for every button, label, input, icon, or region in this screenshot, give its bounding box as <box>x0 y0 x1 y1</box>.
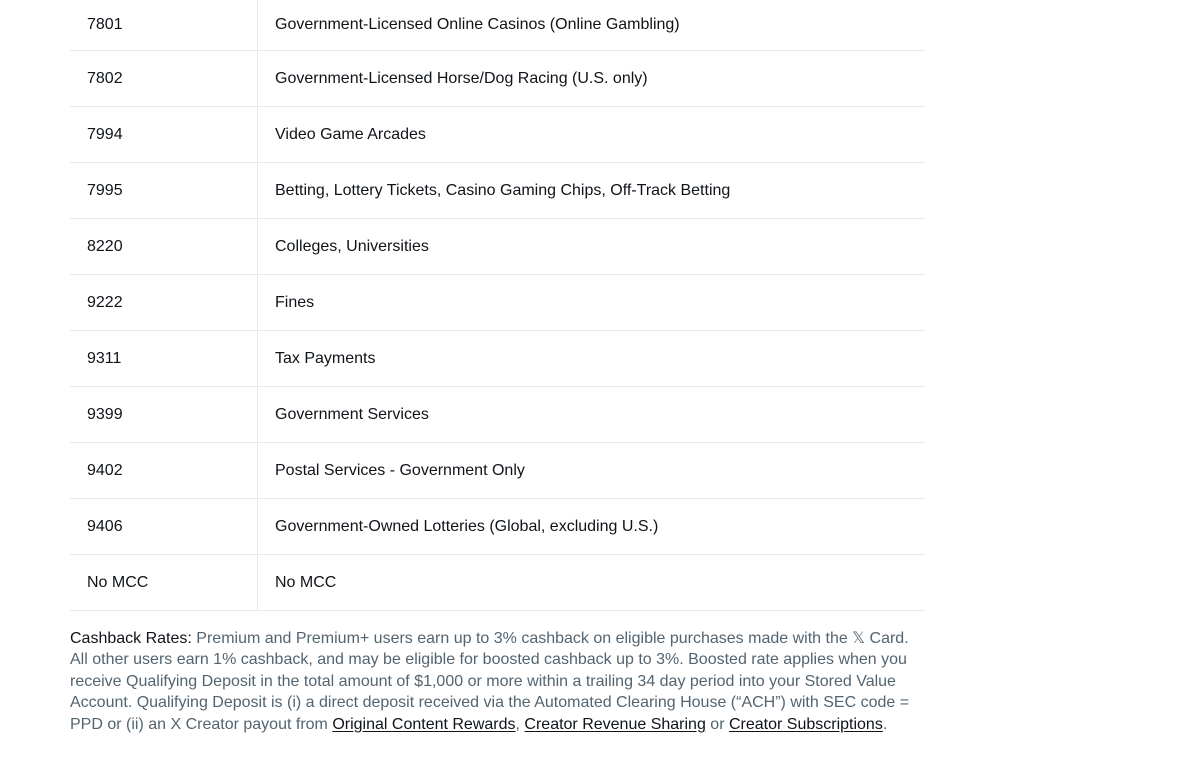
mcc-description-cell: Tax Payments <box>258 331 926 387</box>
page-content <box>70 0 925 751</box>
mcc-code-cell: 7994 <box>70 107 258 163</box>
mcc-code-cell: 9399 <box>70 387 258 443</box>
table-row <box>70 0 925 51</box>
creator-revenue-sharing-link[interactable]: Creator Revenue Sharing <box>524 715 706 733</box>
mcc-code-cell: 7995 <box>70 163 258 219</box>
mcc-code-cell: 8220 <box>70 219 258 275</box>
cashback-rates-note <box>70 628 925 735</box>
mcc-exclusions-table <box>70 0 925 611</box>
mcc-code-cell: 9402 <box>70 443 258 499</box>
table-row <box>70 555 925 611</box>
table-row <box>70 499 925 555</box>
mcc-code-cell: 7802 <box>70 51 258 107</box>
cashback-rates-body: Premium and Premium+ users earn up to 3% cashback on eligible purchases made with the 𝕏 Card. All other users earn 1% cashback, and may be eligible for boosted cashback up to 3%. Boosted rate applies when you receive Qualifying Deposit in the total amount of $1,000 or more within a trailing 34 day period into your Stored Value Account. Qualifying Deposit is (i) a direct deposit received via the Automated Clearing House (“ACH”) with SEC code = PPD or (ii) an X Creator payout from <box>70 630 910 733</box>
mcc-description-cell: Government-Licensed Horse/Dog Racing (U.S. only) <box>258 51 926 107</box>
mcc-code-cell: No MCC <box>70 555 258 611</box>
sentence-end: . <box>882 715 888 733</box>
mcc-description-cell: Video Game Arcades <box>258 107 926 163</box>
mcc-code-cell: 9406 <box>70 499 258 555</box>
mcc-description-cell: Postal Services - Government Only <box>258 443 926 499</box>
table-row <box>70 387 925 443</box>
mcc-description-cell: No MCC <box>258 555 926 611</box>
table-row <box>70 275 925 331</box>
mcc-description-cell: Colleges, Universities <box>258 219 926 275</box>
mcc-description-cell: Government Services <box>258 387 926 443</box>
mcc-code-cell: 9222 <box>70 275 258 331</box>
mcc-code-cell: 9311 <box>70 331 258 387</box>
original-content-rewards-link[interactable]: Original Content Rewards <box>332 715 516 733</box>
table-row <box>70 163 925 219</box>
mcc-description-cell: Government-Owned Lotteries (Global, excluding U.S.) <box>258 499 926 555</box>
separator-comma: , <box>515 715 525 733</box>
mcc-description-cell: Fines <box>258 275 926 331</box>
cashback-rates-label: Cashback Rates: <box>70 630 192 647</box>
mcc-code-cell: 7801 <box>70 0 258 51</box>
table-row <box>70 331 925 387</box>
separator-or: or <box>705 715 729 733</box>
mcc-description-cell: Betting, Lottery Tickets, Casino Gaming Chips, Off-Track Betting <box>258 163 926 219</box>
table-row <box>70 443 925 499</box>
table-row <box>70 51 925 107</box>
mcc-description-cell: Government-Licensed Online Casinos (Online Gambling) <box>258 0 926 51</box>
table-row <box>70 219 925 275</box>
creator-subscriptions-link[interactable]: Creator Subscriptions <box>728 715 883 733</box>
table-row <box>70 107 925 163</box>
